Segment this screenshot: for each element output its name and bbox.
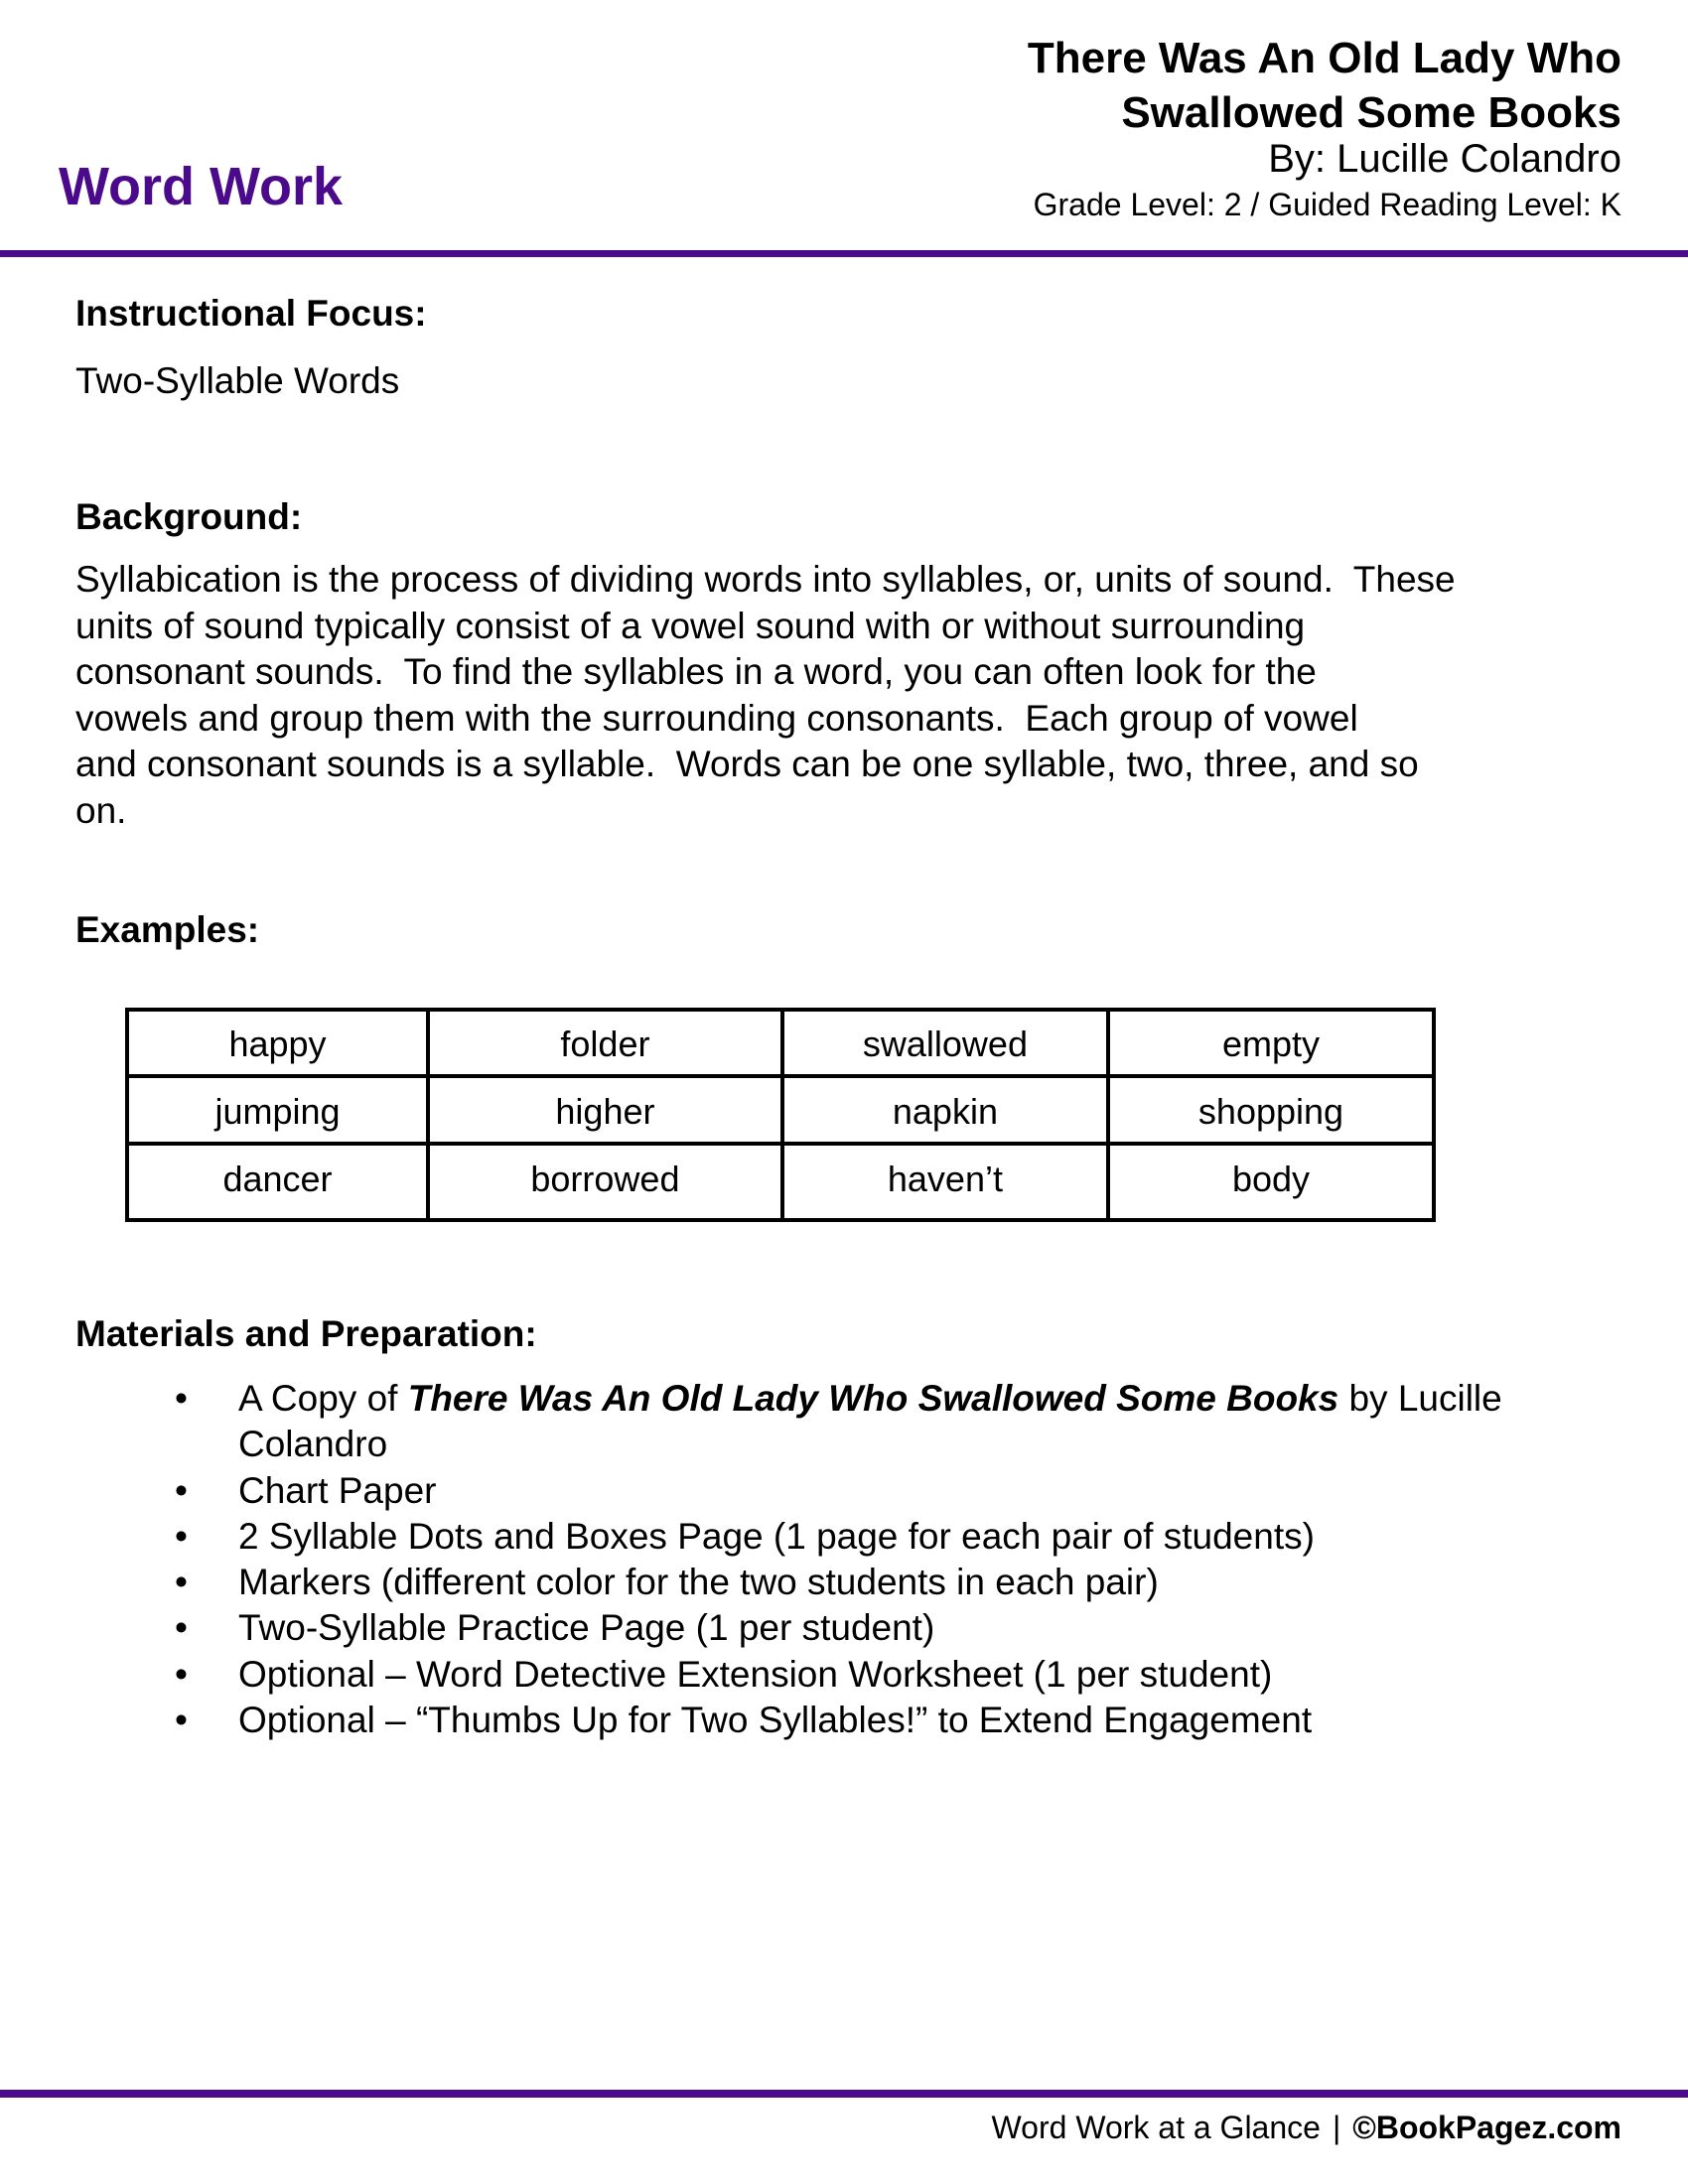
item-text: by Lucille (1338, 1378, 1502, 1419)
header-divider (0, 250, 1688, 257)
table-cell: borrowed (428, 1144, 782, 1220)
list-item (0, 1652, 1502, 1698)
bullet-icon: • (175, 1515, 188, 1557)
table-row (127, 1010, 1434, 1076)
paragraph-line: on. (75, 789, 127, 831)
book-title-emphasis: There Was An Old Lady Who Swallowed Some Books (407, 1378, 1339, 1419)
background-paragraph (75, 557, 1456, 835)
item-text: Optional – “Thumbs Up for Two Syllables!” to Extend Engagement (238, 1700, 1313, 1741)
materials-heading: Materials and Preparation: (75, 1313, 537, 1354)
table-cell: swallowed (782, 1010, 1108, 1076)
bullet-icon: • (175, 1653, 188, 1695)
table-row (127, 1144, 1434, 1220)
author: By: Lucille Colandro (1268, 137, 1621, 181)
item-text: A Copy of (238, 1378, 408, 1419)
list-item (0, 1468, 1502, 1514)
paragraph-line: Syllabication is the process of dividing words into syllables, or, units of sound. These (75, 559, 1456, 600)
list-item (0, 1376, 1502, 1422)
bullet-icon: • (175, 1562, 188, 1603)
list-item (0, 1560, 1502, 1605)
table-cell: haven’t (782, 1144, 1108, 1220)
instructional-focus-heading: Instructional Focus: (75, 293, 427, 334)
list-item (0, 1514, 1502, 1560)
table-row (127, 1076, 1434, 1144)
list-item (0, 1605, 1502, 1651)
book-title-line-2: Swallowed Some Books (1121, 88, 1621, 137)
footer-label: Word Work at a Glance (991, 2110, 1321, 2145)
materials-list (0, 1376, 1502, 1743)
examples-table (125, 1008, 1436, 1222)
footer-separator: | (1332, 2110, 1341, 2145)
paragraph-line: and consonant sounds is a syllable. Words can be one syllable, two, three, and so (75, 744, 1419, 785)
list-item (0, 1698, 1502, 1743)
background-heading: Background: (75, 496, 303, 537)
footer (992, 2110, 1621, 2146)
list-item-continuation: Colandro (238, 1424, 388, 1465)
bullet-icon: • (175, 1700, 188, 1741)
paragraph-line: vowels and group them with the surrounding consonants. Each group of vowel (75, 697, 1358, 739)
instructional-focus-text: Two-Syllable Words (75, 360, 400, 401)
table-cell: shopping (1108, 1076, 1434, 1144)
bullet-icon: • (175, 1469, 188, 1511)
item-text: Markers (different color for the two students in each pair) (238, 1562, 1159, 1603)
paragraph-line: units of sound typically consist of a vowel sound with or without surrounding (75, 605, 1306, 646)
grade-level: Grade Level: 2 / Guided Reading Level: K (1033, 187, 1621, 222)
table-cell: jumping (127, 1076, 428, 1144)
paragraph-line: consonant sounds. To find the syllables in a word, you can often look for the (75, 651, 1317, 693)
table-cell: happy (127, 1010, 428, 1076)
table-cell: napkin (782, 1076, 1108, 1144)
item-text: Two-Syllable Practice Page (1 per student) (238, 1607, 935, 1649)
item-text: 2 Syllable Dots and Boxes Page (1 page for each pair of students) (238, 1515, 1315, 1557)
bullet-icon: • (175, 1607, 188, 1649)
table-cell: empty (1108, 1010, 1434, 1076)
copyright-link[interactable]: ©BookPagez.com (1352, 2110, 1621, 2145)
table-cell: dancer (127, 1144, 428, 1220)
footer-divider (0, 2090, 1688, 2098)
item-text: Optional – Word Detective Extension Worksheet (1 per student) (238, 1653, 1273, 1695)
bullet-icon: • (175, 1378, 188, 1419)
book-title-line-1: There Was An Old Lady Who (1027, 34, 1621, 82)
table-cell: folder (428, 1010, 782, 1076)
table-cell: body (1108, 1144, 1434, 1220)
item-text: Chart Paper (238, 1469, 437, 1511)
examples-heading: Examples: (75, 909, 260, 950)
table-cell: higher (428, 1076, 782, 1144)
section-title: Word Work (59, 157, 344, 216)
